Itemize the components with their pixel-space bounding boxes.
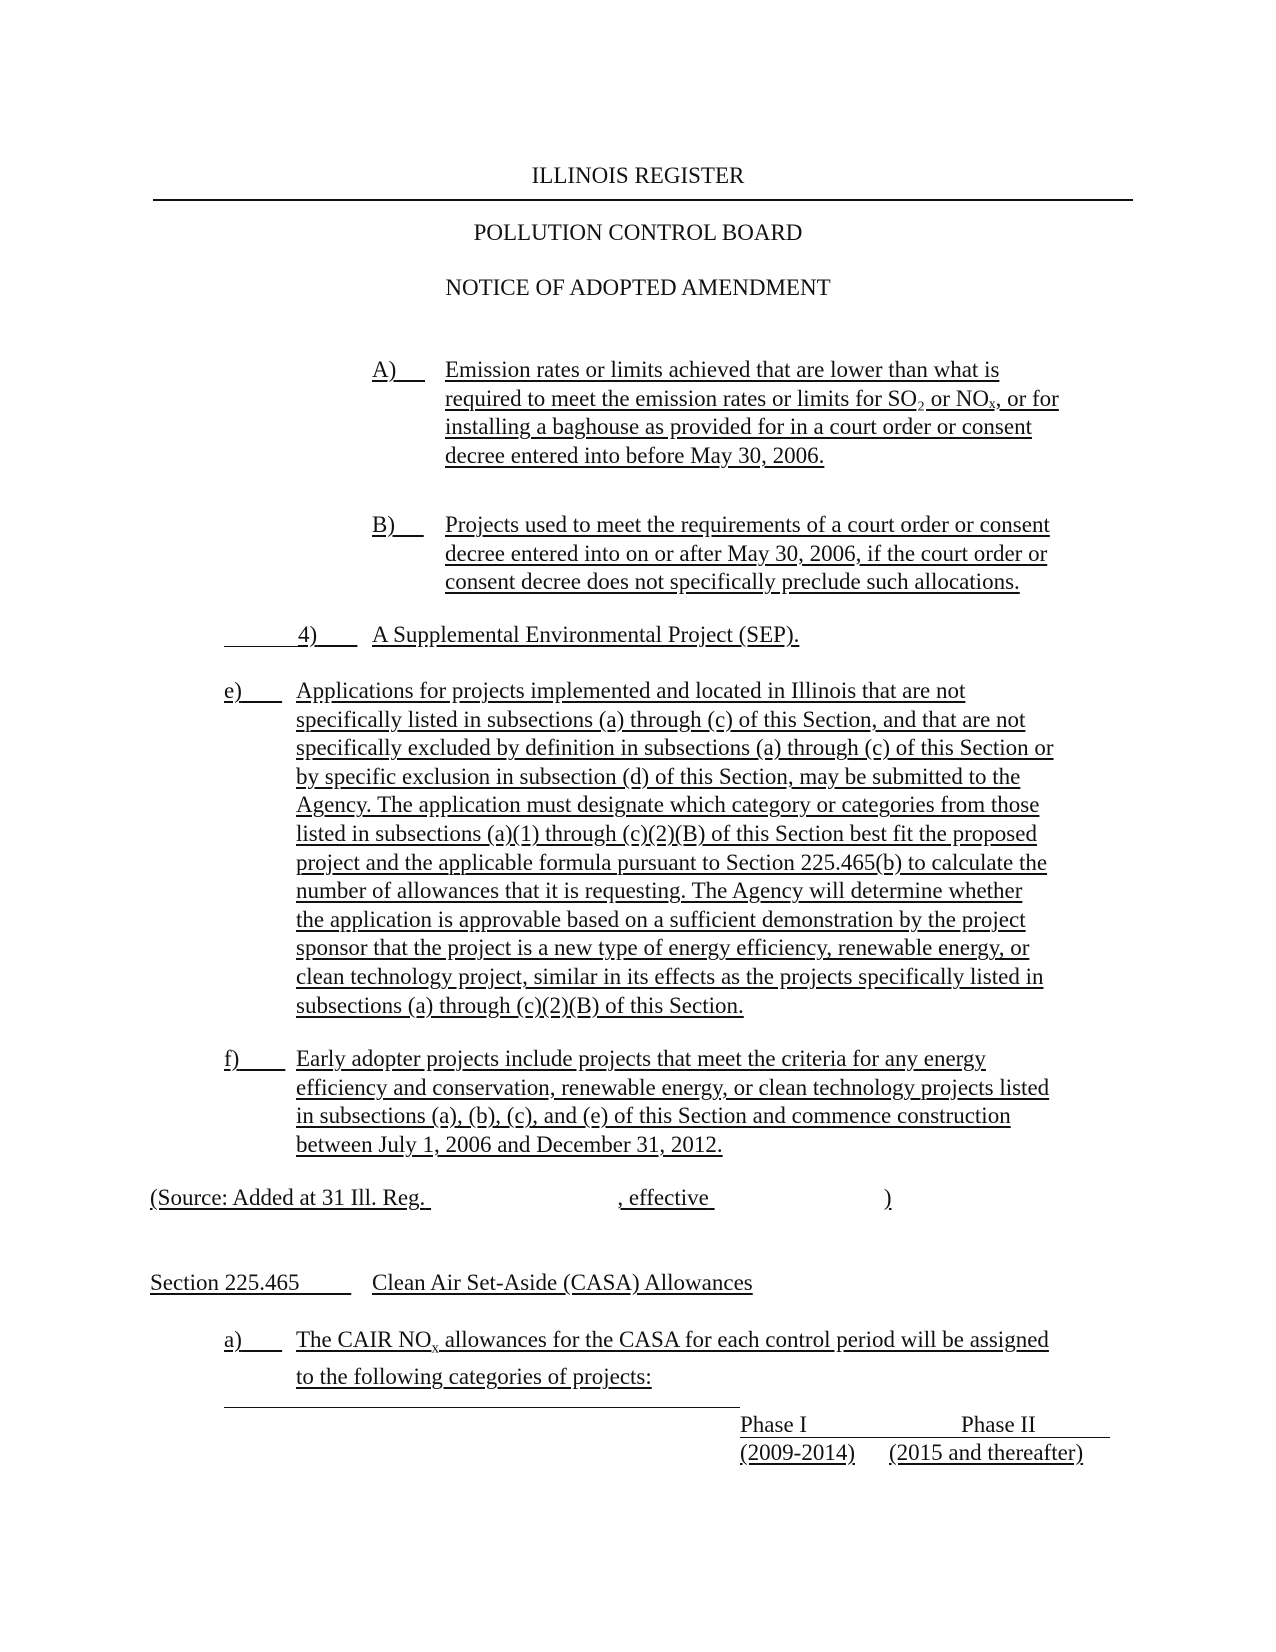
item-4-label: 4) (298, 622, 318, 647)
item-a-lower-label: a) (224, 1327, 242, 1352)
item-a-line-3: installing a baghouse as provided for in a court order or consent (445, 414, 1032, 440)
item-4-text: A Supplemental Environmental Project (SEP). (372, 622, 800, 647)
phase-1-years: (2009-2014) (740, 1440, 855, 1465)
table-category-rule (224, 1407, 740, 1408)
source-suffix: ) (883, 1185, 892, 1210)
item-b-upper-label: B) (372, 512, 395, 537)
item-e-line-3: specifically excluded by definition in subsections (a) through (c) of this Section or (296, 735, 1054, 761)
header-rule (153, 199, 1133, 201)
item-a-lower-line-2: to the following categories of projects: (296, 1364, 652, 1390)
item-f-label: f) (224, 1046, 240, 1071)
item-e-label: e) (224, 678, 242, 703)
item-e-line-12: subsections (a) through (c)(2)(B) of this Section. (296, 992, 744, 1018)
board-title: POLLUTION CONTROL BOARD (473, 220, 803, 245)
source-note (150, 1185, 892, 1211)
item-b-line-3: consent decree does not specifically preclude such allocations. (445, 569, 1020, 595)
item-4-lead-rule (224, 646, 300, 647)
item-a-line-4: decree entered into before May 30, 2006. (445, 442, 825, 468)
source-prefix: (Source: Added at 31 Ill. Reg. (150, 1185, 426, 1210)
item-f-text (296, 1045, 1049, 1159)
phase-header-rule (740, 1437, 1110, 1438)
section-number: Section 225.465 (150, 1270, 300, 1295)
item-e-line-11: clean technology project, similar in its effects as the projects specifically listed in (296, 963, 1044, 989)
item-b-line-1: Projects used to meet the requirements of a court order or consent (445, 512, 1050, 537)
register-title: ILLINOIS REGISTER (531, 163, 745, 188)
item-e-line-9: the application is approvable based on a sufficient demonstration by the project (296, 906, 1026, 932)
item-a-lower-line-1: The CAIR $NO_x$ allowances for the CASA for each control period will be assigned (296, 1327, 1049, 1357)
source-blank-2 (709, 1185, 884, 1211)
item-f-line-2: efficiency and conservation, renewable energy, or clean technology projects listed (296, 1074, 1050, 1100)
item-e-line-7: project and the applicable formula pursuant to Section 225.465(b) to calculate the (296, 849, 1048, 875)
item-b-line-2: decree entered into on or after May 30, 2006, if the court order or (445, 540, 1048, 566)
item-e-line-4: by specific exclusion in subsection (d) of this Section, may be submitted to the (296, 763, 1021, 789)
phase-2-years: (2015 and thereafter) (889, 1440, 1084, 1465)
item-e-line-6: listed in subsections (a)(1) through (c)(2)(B) of this Section best fit the proposed (296, 820, 1037, 846)
item-b-upper-text (445, 511, 1050, 597)
section-title: Clean Air Set-Aside (CASA) Allowances (372, 1270, 753, 1295)
item-e-text (296, 677, 1054, 1020)
source-middle: , effective (617, 1185, 709, 1210)
source-blank-1 (425, 1185, 617, 1211)
item-f-line-4: between July 1, 2006 and December 31, 2012. (296, 1131, 723, 1157)
notice-title: NOTICE OF ADOPTED AMENDMENT (445, 275, 831, 300)
item-f-line-1: Early adopter projects include projects that meet the criteria for any energy (296, 1046, 986, 1071)
item-e-line-1: Applications for projects implemented and located in Illinois that are not (296, 678, 966, 703)
item-a-lower-text (296, 1326, 1049, 1392)
item-a-upper-label: A) (372, 357, 397, 382)
phase-2-header: Phase II (961, 1412, 1036, 1437)
item-e-line-8: number of allowances that it is requesting. The Agency will determine whether (296, 878, 1023, 904)
item-e-line-2: specifically listed in subsections (a) through (c) of this Section, and that are not (296, 706, 1026, 732)
item-a-line-1: Emission rates or limits achieved that are lower than what is (445, 357, 1000, 382)
item-e-line-10: sponsor that the project is a new type of energy efficiency, renewable energy, or (296, 935, 1030, 961)
phase-1-header: Phase I (740, 1412, 808, 1437)
item-a-line-2: required to meet the emission rates or limits for SO₂ or NOₓ, or for (445, 385, 1059, 411)
item-a-upper-text (445, 356, 1059, 470)
item-f-line-3: in subsections (a), (b), (c), and (e) of this Section and commence construction (296, 1103, 1011, 1129)
item-e-line-5: Agency. The application must designate which category or categories from those (296, 792, 1040, 818)
